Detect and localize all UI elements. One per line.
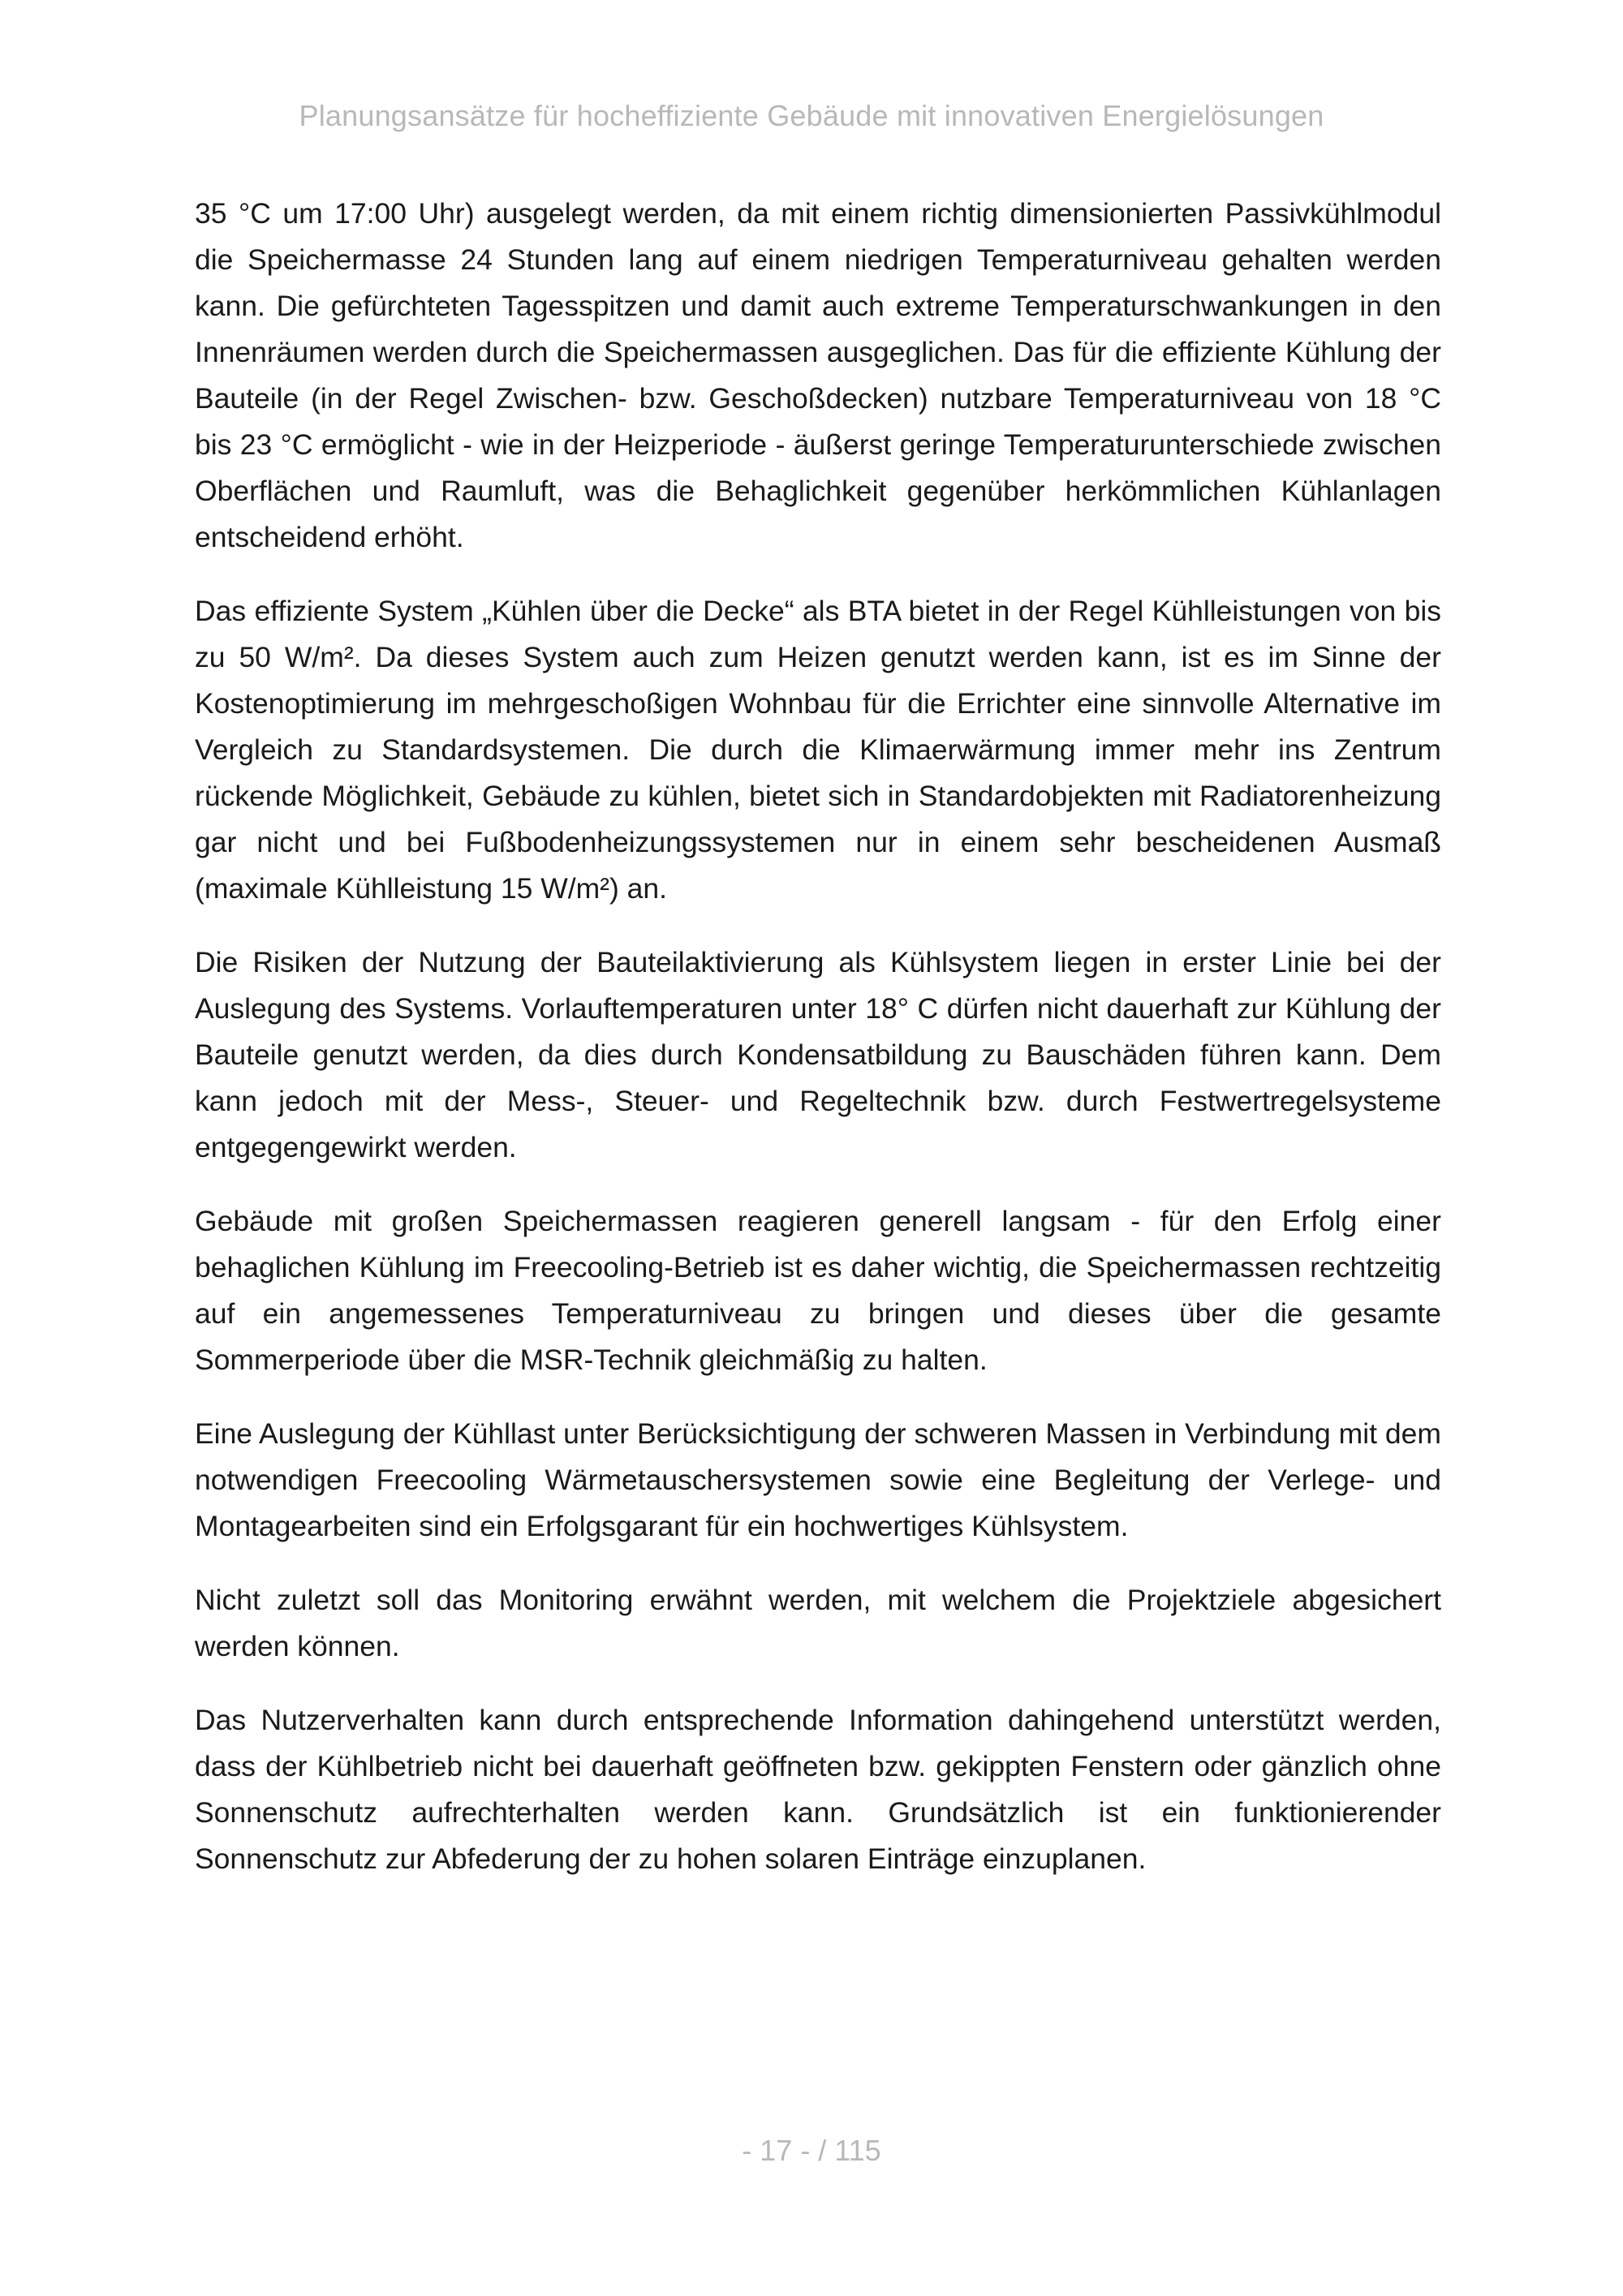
running-header: Planungsansätze für hocheffiziente Gebäude mit innovativen Energielösungen [299,99,1324,132]
paragraph-7: Das Nutzerverhalten kann durch entsprechende Information dahingehend unterstützt werden, dass der Kühlbetrieb nicht bei dauerhaft geöffneten bzw. gekippten Fenstern oder gänzlich ohne Sonnenschutz aufrechterhalten werden kann. Grundsätzlich ist ein funktionierender Sonnenschutz zur Abfederung der zu hohen solaren Einträge einzuplanen. [195,1704,1441,1875]
page-number: - 17 - / 115 [742,2134,881,2167]
paragraph-5: Eine Auslegung der Kühllast unter Berücksichtigung der schweren Massen in Verbindung mit dem notwendigen Freecooling Wärmetauschersystemen sowie eine Begleitung der Verlege- und Montagearbeiten sind ein Erfolgsgarant für ein hochwertiges Kühlsystem. [195,1417,1441,1542]
paragraph-1: 35 °C um 17:00 Uhr) ausgelegt werden, da mit einem richtig dimensionierten Passivkühlmodul die Speichermasse 24 Stunden lang auf einem niedrigen Temperaturniveau gehalten werden kann. Die gefürchteten Tagesspitzen und damit auch extreme Temperaturschwankungen in den Innenräumen werden durch die Speichermassen ausgeglichen. Das für die effiziente Kühlung der Bauteile (in der Regel Zwischen- bzw. Geschoßdecken) nutzbare Temperaturniveau von 18 °C bis 23 °C ermöglicht - wie in der Heizperiode - äußerst geringe Temperaturunterschiede zwischen Oberflächen und Raumluft, was die Behaglichkeit gegenüber herkömmlichen Kühlanlagen entscheidend erhöht. [195,197,1441,553]
paragraph-3: Die Risiken der Nutzung der Bauteilaktivierung als Kühlsystem liegen in erster Linie bei der Auslegung des Systems. Vorlauftemperaturen unter 18° C dürfen nicht dauerhaft zur Kühlung der Bauteile genutzt werden, da dies durch Kondensatbildung zu Bauschäden führen kann. Dem kann jedoch mit der Mess-, Steuer- und Regeltechnik bzw. durch Festwertregelsysteme entgegengewirkt werden. [195,946,1441,1163]
paragraph-6: Nicht zuletzt soll das Monitoring erwähnt werden, mit welchem die Projektziele abgesichert werden können. [195,1584,1441,1662]
document-body [195,191,1441,1910]
paragraph-2: Das effiziente System „Kühlen über die Decke“ als BTA bietet in der Regel Kühlleistungen von bis zu 50 W/m². Da dieses System auch zum Heizen genutzt werden kann, ist es im Sinne der Kostenoptimierung im mehrgeschoßigen Wohnbau für die Errichter eine sinnvolle Alternative im Vergleich zu Standardsystemen. Die durch die Klimaerwärmung immer mehr ins Zentrum rückende Möglichkeit, Gebäude zu kühlen, bietet sich in Standardobjekten mit Radiatorenheizung gar nicht und bei Fußbodenheizungssystemen nur in einem sehr bescheidenen Ausmaß (maximale Kühlleistung 15 W/m²) an. [195,595,1441,905]
paragraph-4: Gebäude mit großen Speichermassen reagieren generell langsam - für den Erfolg einer behaglichen Kühlung im Freecooling-Betrieb ist es daher wichtig, die Speichermassen rechtzeitig auf ein angemessenes Temperaturniveau zu bringen und dieses über die gesamte Sommerperiode über die MSR-Technik gleichmäßig zu halten. [195,1205,1441,1376]
